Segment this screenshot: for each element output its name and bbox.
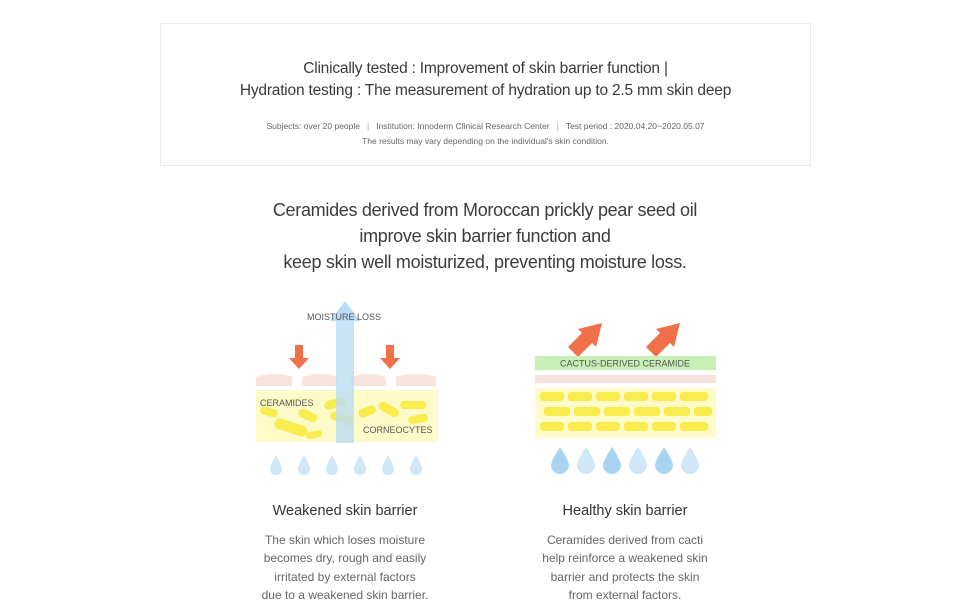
headline-line3: keep skin well moisturized, preventing moisture loss. <box>283 252 687 272</box>
cactus-ceramide-label: CACTUS-DERIVED CERAMIDE <box>559 358 691 369</box>
desc-line: The skin which loses moisture <box>264 533 426 547</box>
clinical-title-line2: Hydration testing : The measurement of hydration up to 2.5 mm skin deep <box>239 82 732 99</box>
meta-divider: | <box>556 121 559 131</box>
test-period-text: Test period : 2020.04.20~2020.05.07 <box>565 121 705 131</box>
water-droplets <box>270 455 422 475</box>
desc-line: becomes dry, rough and easily <box>263 551 427 566</box>
healthy-barrier-title: Healthy skin barrier <box>562 503 688 519</box>
deflected-arrows <box>568 323 680 357</box>
headline-line2: improve skin barrier function and <box>359 226 611 246</box>
desc-line: due to a weakened skin barrier. <box>261 587 429 602</box>
disclaimer-note: The results may vary depending on the individual's skin condition. <box>362 136 609 146</box>
corneocytes-label: CORNEOCYTES <box>363 425 433 435</box>
desc-line: Ceramides derived from cacti <box>546 533 704 547</box>
institution-text: Institution: Innoderm Clinical Research Center <box>376 121 550 131</box>
clinical-info-box <box>160 23 811 166</box>
healthy-barrier-description <box>495 531 755 604</box>
desc-line: barrier and protects the skin <box>550 569 700 584</box>
healthy-barrier-illustration <box>530 295 730 485</box>
desc-line: from external factors. <box>568 587 682 602</box>
weakened-barrier-description <box>215 531 475 604</box>
clinical-title-line1: Clinically tested : Improvement of skin barrier function | <box>303 60 668 77</box>
ceramides-label: CERAMIDES <box>260 398 314 408</box>
weakened-barrier-title: Weakened skin barrier <box>272 503 418 519</box>
skin-band <box>535 375 716 383</box>
moisture-loss-label: MOISTURE LOSS <box>307 312 382 322</box>
clinical-meta <box>161 121 810 131</box>
meta-divider: | <box>367 121 370 131</box>
subjects-text: Subjects: over 20 people <box>266 121 360 131</box>
water-droplets <box>551 447 699 474</box>
weakened-barrier-illustration <box>250 295 450 485</box>
desc-line: irritated by external factors <box>274 569 416 584</box>
headline-line1: Ceramides derived from Moroccan prickly pear seed oil <box>272 200 698 220</box>
desc-line: help reinforce a weakened skin <box>542 551 708 566</box>
